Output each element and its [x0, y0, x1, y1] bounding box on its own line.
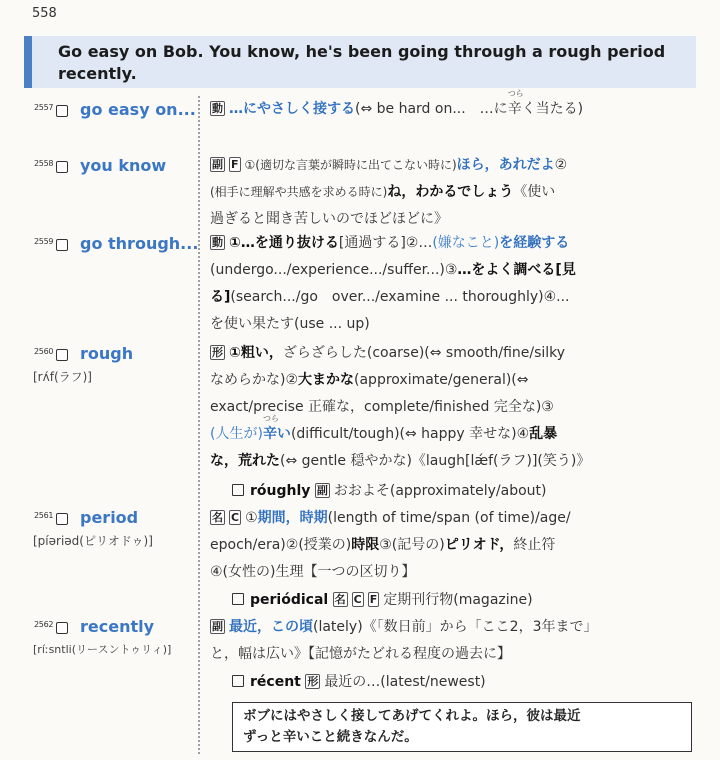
definition-2562: [210, 614, 676, 668]
pos-badge: 名: [212, 511, 223, 524]
def-text: (difficult/tough)(⇔ happy 幸せな)④: [290, 426, 530, 442]
definition-2557: [210, 89, 676, 123]
def-note: (嫌なこと): [432, 235, 500, 251]
def-text: なめらかな)②: [210, 372, 299, 388]
pos-badge: 動: [212, 102, 223, 115]
def-alt: [通過する]②…: [338, 235, 433, 251]
def-main: を経験する: [499, 235, 570, 251]
def-text: と，幅は広い》【記憶がたどれる程度の過去に】: [210, 646, 511, 662]
def-text: (approximate/general)(⇔: [354, 372, 529, 388]
checkbox-icon[interactable]: [56, 349, 68, 361]
register-badge: F: [369, 593, 378, 606]
def-main: 時限: [351, 537, 380, 553]
headword: recently: [80, 617, 155, 636]
pos-badge: 名: [334, 593, 346, 606]
checkbox-icon[interactable]: [56, 513, 68, 525]
checkbox-icon[interactable]: [56, 622, 68, 634]
headword: go easy on...: [80, 100, 196, 119]
def-text: epoch/era)②(授業の): [210, 537, 352, 553]
derivative-def: 最近の…(latest/newest): [324, 674, 486, 690]
checkbox-icon[interactable]: [56, 105, 68, 117]
pos-badge: 副: [212, 158, 223, 171]
def-text: を使い果たす(use ... up): [210, 316, 370, 332]
def-text: 終止符: [513, 537, 556, 553]
def-marker: ②: [554, 157, 568, 173]
derivative-word: róughly: [250, 483, 311, 499]
derivative-periodical: [232, 589, 533, 609]
ruby-word: [507, 89, 524, 117]
key-sentence: [24, 36, 696, 88]
def-usage: 過ぎると聞き苦しいのでほどほどに》: [210, 211, 448, 227]
countable-badge: C: [353, 593, 362, 606]
entry-number: 2561: [34, 511, 54, 520]
pronunciation: [píəriəd(ピリオドゥ)]: [33, 534, 153, 548]
derivative-word: récent: [250, 674, 301, 690]
derivative-def: おおよそ(approximately/about): [333, 483, 547, 499]
headword: period: [80, 508, 139, 527]
def-main: …にやさしく接する: [229, 101, 355, 117]
translation-line-2: ずっと辛いこと続きなんだ。: [243, 729, 418, 745]
derivative-def: 定期刊行物(magazine): [383, 592, 533, 608]
example-translation-box: [232, 702, 692, 752]
def-marker: ①: [245, 510, 258, 526]
def-usage: 《使い: [513, 184, 556, 200]
derivative-roughly: [232, 480, 547, 500]
translation-line-1: ボブにはやさしく接してあげてくれよ。ほら，彼は最近: [243, 708, 581, 724]
pos-badge: 副: [212, 620, 223, 633]
pos-badge: 形: [307, 675, 319, 688]
checkbox-icon[interactable]: [56, 161, 68, 173]
ruby-base: 辛い: [262, 426, 291, 442]
page-number: 558: [32, 6, 57, 21]
checkbox-icon[interactable]: [232, 484, 244, 496]
pronunciation: [rʌ́f(ラフ)]: [33, 370, 92, 384]
checkbox-icon[interactable]: [232, 593, 244, 605]
pronunciation: [ríːsntli(リースントゥリィ)]: [33, 643, 172, 656]
entry-number: 2558: [34, 159, 54, 168]
def-main: ね，わかるでしょう: [387, 184, 514, 200]
definition-2559: [210, 230, 676, 338]
register-badge: F: [231, 158, 239, 171]
column-divider: [198, 96, 200, 754]
def-text: (length of time/span (of time)/age/: [327, 510, 571, 526]
def-main: ①…を通り抜ける: [229, 235, 339, 251]
def-note: (相手に理解や共感を求める時に): [210, 185, 388, 199]
checkbox-icon[interactable]: [232, 675, 244, 687]
def-text: ④(女性の)生理【一つの区切り】: [210, 564, 416, 580]
entry-number: 2560: [34, 347, 54, 356]
definition-2561: [210, 505, 676, 586]
headword: go through...: [80, 234, 199, 253]
pos-badge: 形: [212, 346, 223, 359]
def-main: ピリオド，: [444, 537, 514, 553]
def-antonym: (⇔ be hard on... …に: [355, 101, 508, 117]
headword: you know: [80, 156, 167, 175]
pos-badge: 副: [316, 484, 328, 497]
def-main: な，荒れた: [210, 453, 280, 469]
ruby-reading: つら: [262, 414, 279, 423]
entry-number: 2559: [34, 237, 54, 246]
def-synonyms: (search.../go over.../examine ... thoroughly)④...: [230, 289, 570, 305]
def-text: ざらざらした(coarse)(⇔ smooth/fine/silky: [282, 345, 566, 361]
def-note: ①(適切な言葉が瞬時に出てこない時に): [244, 158, 457, 172]
headword: rough: [80, 344, 134, 363]
def-main: ほら，あれだよ: [456, 157, 555, 173]
ruby-reading: つら: [507, 89, 524, 98]
def-text: ③(記号の): [379, 537, 445, 553]
def-main: 大まかな: [298, 372, 355, 388]
def-text: exact/precise 正確な，complete/finished 完全な)③: [210, 399, 554, 415]
definition-2558: [210, 152, 676, 233]
checkbox-icon[interactable]: [56, 239, 68, 251]
def-main: ①粗い，: [229, 345, 283, 361]
key-sentence-text: Go easy on Bob. You know, he's been going through a rough period recently.: [58, 42, 666, 83]
def-text: (⇔ gentle 穏やかな)《laugh[lǽf(ラフ)](笑う)》: [280, 453, 591, 469]
def-tail: く当たる): [521, 101, 584, 117]
countable-badge: C: [231, 511, 240, 524]
def-main: 乱暴: [529, 426, 558, 442]
def-main: 期間，時期: [257, 510, 328, 526]
def-main: る]: [210, 289, 231, 305]
definition-2560: [210, 340, 676, 475]
def-main: 最近，この頃: [229, 619, 313, 635]
ruby-base: 辛: [507, 101, 522, 117]
def-main: …をよく調べる[見: [457, 262, 576, 278]
def-note: (人生が): [210, 426, 263, 442]
ruby-word: [262, 414, 291, 442]
entry-number: 2562: [34, 620, 54, 629]
derivative-recent: [232, 671, 486, 691]
def-synonyms: (undergo.../experience.../suffer...)③: [210, 262, 458, 278]
def-text: (lately)《「数日前」から「ここ2，3年まで」: [313, 619, 598, 635]
pos-badge: 動: [212, 236, 223, 249]
entry-number: 2557: [34, 103, 54, 112]
derivative-word: periódical: [250, 592, 329, 608]
